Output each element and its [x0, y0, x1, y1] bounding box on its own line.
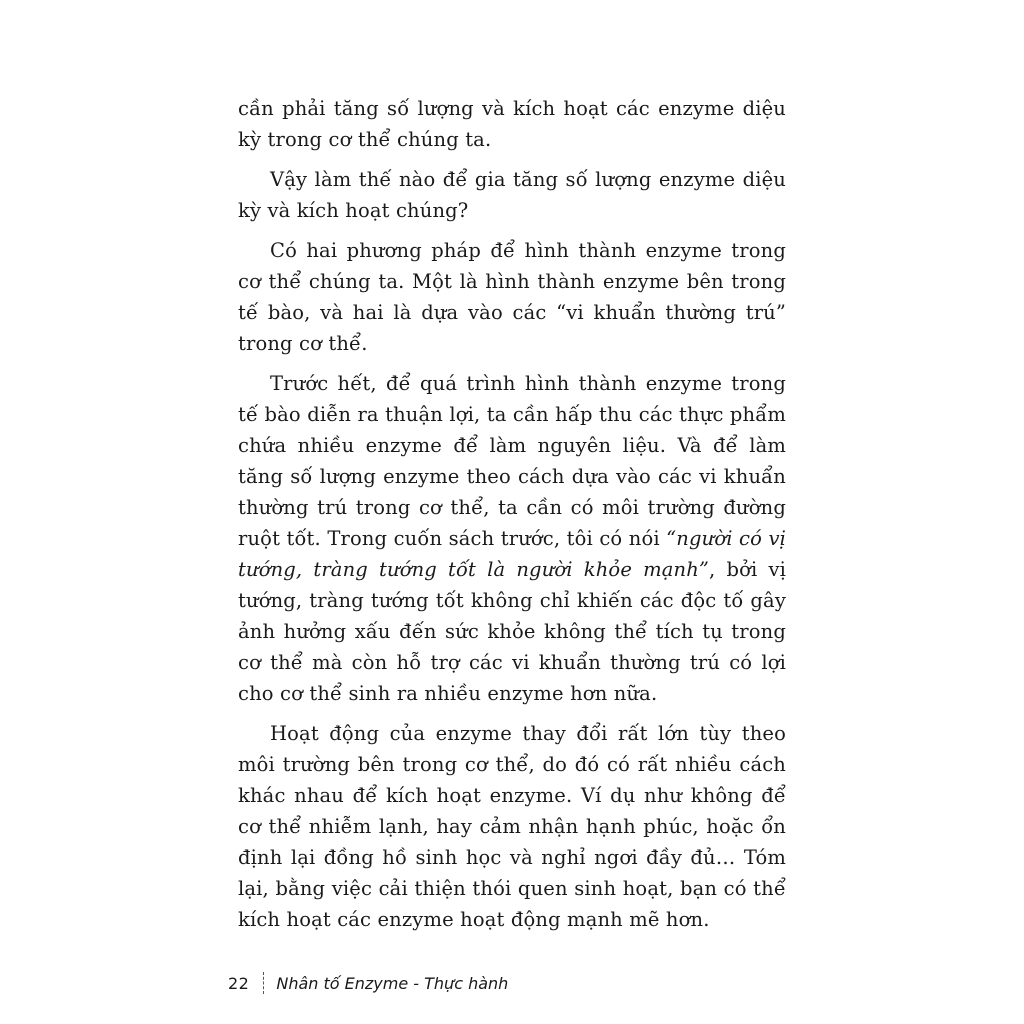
page-footer: [228, 970, 508, 996]
italic-quote: “người có vị tướng, tràng tướng tốt là người khỏe mạnh”: [238, 527, 786, 581]
paragraph: [238, 164, 786, 226]
paragraph-text: , bởi vị tướng, tràng tướng tốt không chỉ khiến các độc tố gây ảnh hưởng xấu đến sức khỏe không thể tích tụ trong cơ thể mà còn hỗ trợ các vi khuẩn thường trú có lợi cho cơ thể sinh ra nhiều enzyme hơn nữa.: [238, 558, 787, 705]
paragraph-text: cần phải tăng số lượng và kích hoạt các enzyme diệu kỳ trong cơ thể chúng ta.: [238, 97, 786, 151]
body-text: [238, 93, 786, 944]
paragraph: [238, 235, 786, 359]
paragraph: [238, 368, 786, 709]
paragraph-text: Có hai phương pháp để hình thành enzyme trong cơ thể chúng ta. Một là hình thành enzyme bên trong tế bào, và hai là dựa vào các “vi khuẩn thường trú” trong cơ thể.: [238, 239, 786, 355]
paragraph-text: Hoạt động của enzyme thay đổi rất lớn tùy theo môi trường bên trong cơ thể, do đó có rất nhiều cách khác nhau để kích hoạt enzyme. Ví dụ như không để cơ thể nhiễm lạnh, hay cảm nhận hạnh phúc, hoặc ổn định lại đồng hồ sinh học và nghỉ ngơi đầy đủ… Tóm lại, bằng việc cải thiện thói quen sinh hoạt, bạn có thể kích hoạt các enzyme hoạt động mạnh mẽ hơn.: [238, 722, 786, 931]
paragraph-text: Trước hết, để quá trình hình thành enzyme trong tế bào diễn ra thuận lợi, ta cần hấp thu các thực phẩm chứa nhiều enzyme để làm nguyên liệu. Và để làm tăng số lượng enzyme theo cách dựa vào các vi khuẩn thường trú trong cơ thể, ta cần có môi trường đường ruột tốt. Trong cuốn sách trước, tôi có nói: [238, 372, 786, 550]
paragraph-text: Vậy làm thế nào để gia tăng số lượng enzyme diệu kỳ và kích hoạt chúng?: [238, 168, 786, 222]
paragraph: [238, 718, 786, 935]
page-number: 22: [228, 973, 250, 993]
footer-divider: [263, 972, 264, 994]
running-title: Nhân tố Enzyme - Thực hành: [276, 973, 509, 993]
paragraph: [238, 93, 786, 155]
